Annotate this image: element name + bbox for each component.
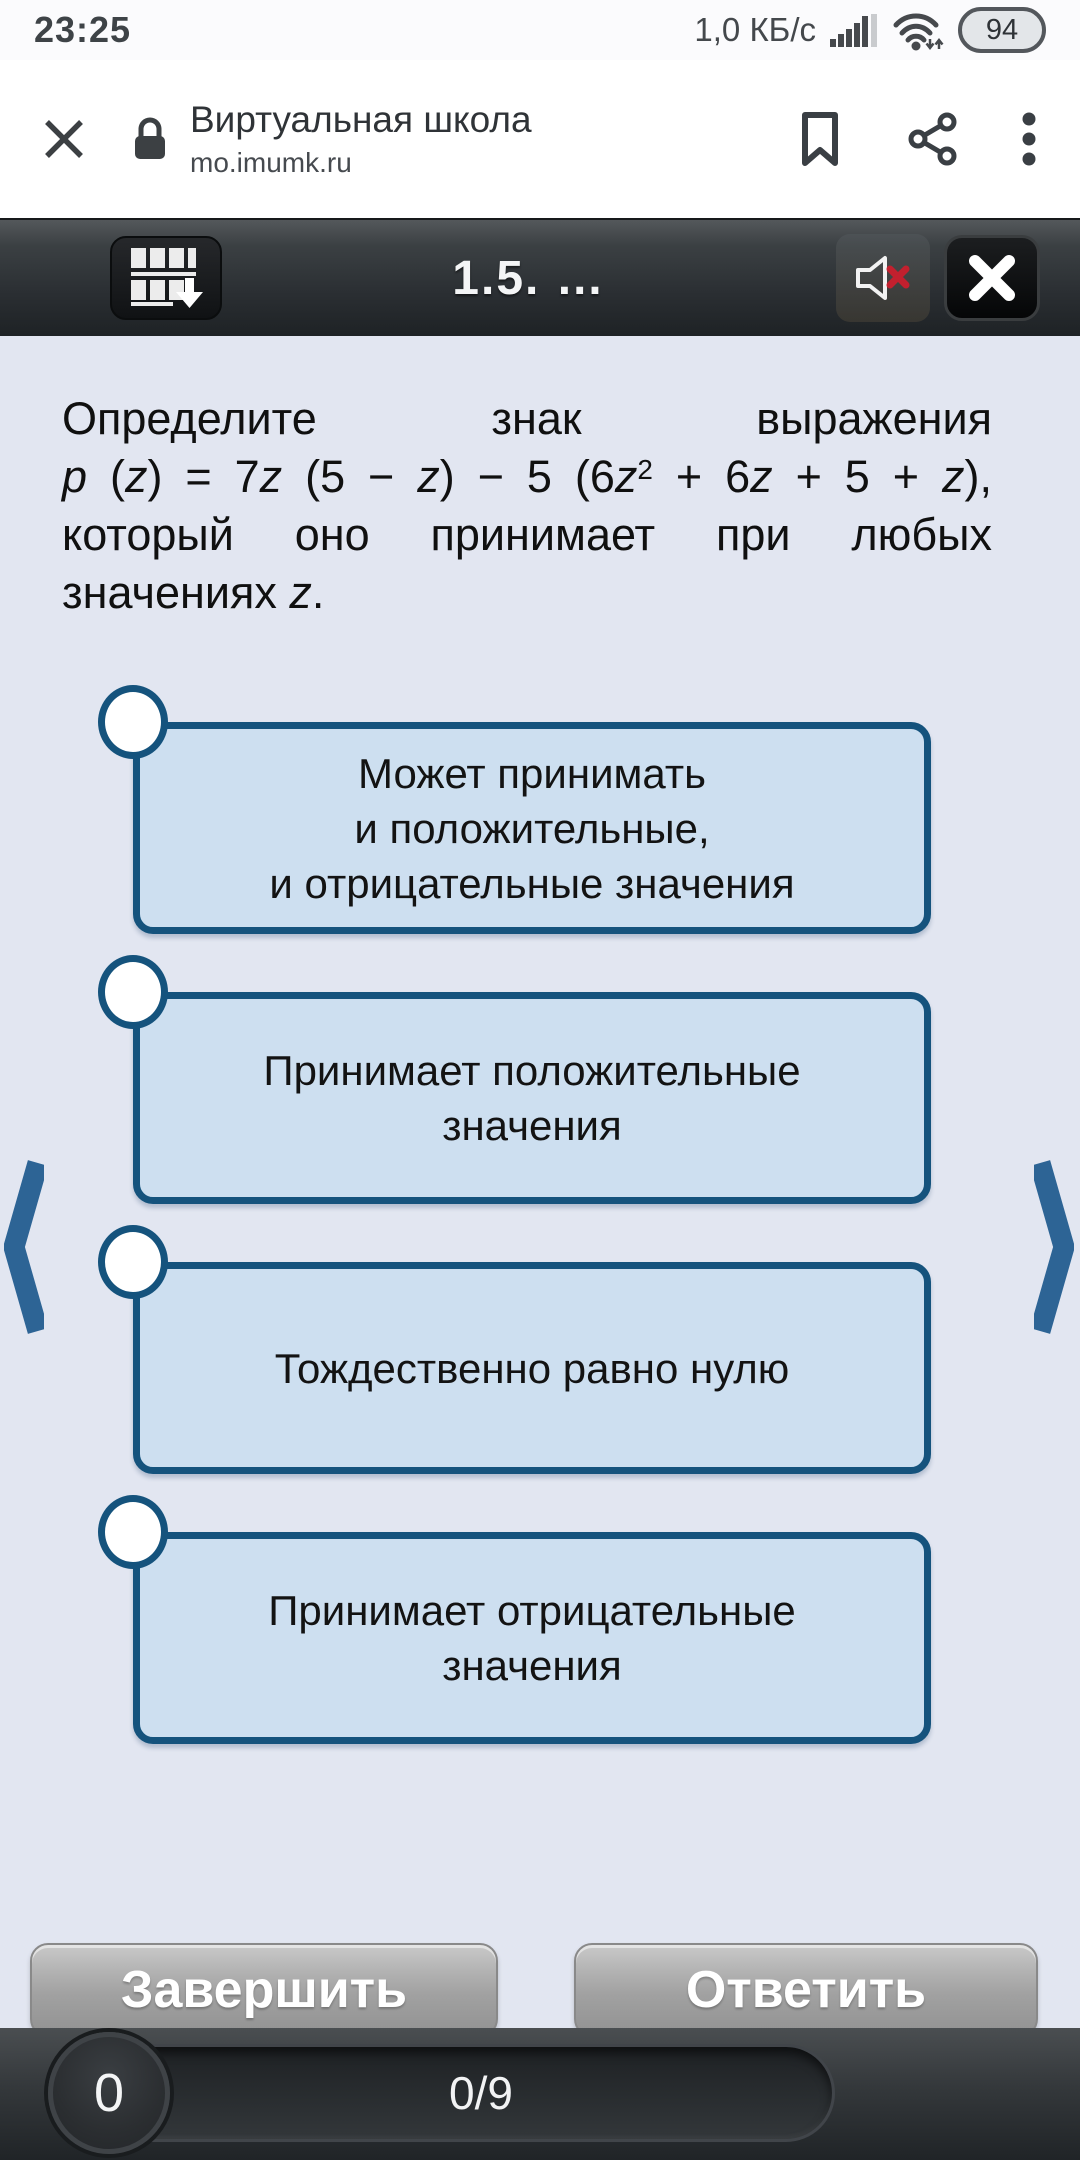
question-intro: Определите знак выражения: [62, 393, 992, 444]
bookmark-icon: [796, 110, 844, 168]
answer-button[interactable]: Ответить: [574, 1943, 1038, 2037]
status-time: 23:25: [34, 9, 132, 50]
close-icon: [40, 115, 88, 163]
network-speed: 1,0 КБ/с: [694, 11, 816, 48]
progress-total: 0/9: [449, 2067, 513, 2119]
action-buttons: [0, 1943, 1080, 2037]
lock-icon[interactable]: [132, 115, 168, 163]
radio-indicator[interactable]: [98, 955, 168, 1029]
answer-options: [133, 722, 931, 1744]
browser-toolbar: [0, 60, 1080, 218]
option-label: Принимает отрицательные значения: [268, 1587, 796, 1689]
radio-indicator[interactable]: [98, 1495, 168, 1569]
next-question-arrow[interactable]: [1034, 1157, 1074, 1337]
question-text: Определите знак выражения p (z) = 7z (5 − z) − 5 $(6z^2 + 6z + 5 + z)$, который оно принимает при любых значениях z.: [62, 393, 992, 618]
site-info: [190, 98, 776, 180]
overflow-menu-icon: [1022, 112, 1036, 166]
quiz-close-button[interactable]: [944, 235, 1040, 321]
page-url: mo.imumk.ru: [190, 147, 352, 178]
battery-level: 94: [985, 13, 1019, 46]
prev-question-arrow[interactable]: [4, 1157, 44, 1337]
chevron-right-icon: [1034, 1157, 1074, 1337]
answer-option-4[interactable]: [133, 1532, 931, 1744]
answer-option-3[interactable]: [133, 1262, 931, 1474]
finish-button[interactable]: Завершить: [30, 1943, 498, 2037]
grid-icon: [127, 246, 205, 310]
progress-track: [57, 2044, 835, 2142]
share-button[interactable]: [906, 112, 960, 166]
page-title: Виртуальная школа: [190, 99, 532, 140]
question-formula: p (z) = 7z (5 − z) − 5 $(6z^2 + 6z + 5 + z)$,: [62, 451, 992, 502]
share-icon: [906, 112, 960, 166]
bookmark-button[interactable]: [796, 110, 844, 168]
quiz-title: 1.5. …: [452, 251, 606, 305]
status-bar: [0, 0, 1080, 60]
question-variable: z: [289, 567, 312, 618]
question-list-button[interactable]: [110, 236, 222, 320]
question-outro: который оно принимает при любых значениях: [62, 509, 992, 618]
muted-speaker-icon: [854, 253, 912, 303]
battery-indicator: [958, 7, 1046, 53]
option-label: Тождественно равно нулю: [274, 1344, 790, 1392]
mute-button[interactable]: [836, 234, 930, 322]
progress-count-badge: [48, 2032, 170, 2154]
option-label: Принимает положительные значения: [263, 1047, 801, 1149]
radio-indicator[interactable]: [98, 685, 168, 759]
progress-current: 0: [93, 2063, 125, 2123]
overflow-menu-button[interactable]: [1022, 112, 1036, 166]
quiz-header: [0, 218, 1080, 336]
close-tab-button[interactable]: [40, 115, 88, 163]
progress-bar: [0, 2028, 1080, 2160]
close-icon: [964, 250, 1020, 306]
answer-option-2[interactable]: [133, 992, 931, 1204]
quiz-content: [0, 390, 1080, 2082]
radio-indicator[interactable]: [98, 1225, 168, 1299]
signal-strength-icon: [830, 12, 878, 48]
wifi-icon: [892, 8, 944, 52]
answer-option-1[interactable]: [133, 722, 931, 934]
chevron-left-icon: [4, 1157, 44, 1337]
option-label: Может принимать и положительные, и отрицательные значения: [269, 749, 795, 907]
